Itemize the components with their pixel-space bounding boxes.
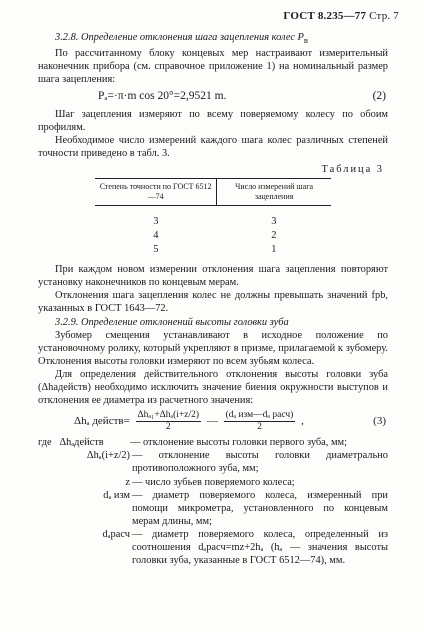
definition-text: — отклонение высоты головки первого зуба, мм;: [130, 437, 348, 449]
definition-term: Δhₐ(i+z/2): [86, 450, 130, 462]
definition-item: [38, 489, 388, 528]
table-row: [95, 243, 331, 257]
definition-text: — диаметр поверяемого колеса, определенный из соотношения dₐрасч=mz+2hₐ (hₐ — значения высоты головки зуба, указанные в ГОСТ 6512—74), мм.: [132, 528, 388, 567]
table-cell-degree: 3: [153, 216, 159, 228]
paragraph: Шаг зацепления измеряют по всему поверяемому колесу по обоим профилям.: [38, 108, 388, 133]
formula-expression: Pₐ=·π·m cos 20°=2,9521 m.: [98, 90, 227, 103]
section-heading-3-2-9: 3.2.9. Определение отклонений высоты головки зуба: [55, 316, 289, 328]
formula-number: (2): [372, 90, 386, 103]
table-row: [95, 229, 331, 243]
page-number: Стр. 7: [369, 10, 399, 22]
definition-text: — диаметр поверяемого колеса, измеренный при помощи микрометра, установленного по концевым мерам длины, мм;: [132, 489, 388, 527]
fraction: $\frac{\text{Δhₐ₁+Δhₐ(i+z/2)}}{2}$: [137, 410, 200, 433]
definition-text: — отклонение высоты головки диаметрально противоположного зуба, мм;: [132, 450, 388, 475]
definition-term: dₐ изм: [103, 489, 130, 501]
paragraph: По рассчитанному блоку концевых мер настраивают измерительный наконечник прибора (см. справочное приложение 1) на номинальный размер шага зацепления:: [38, 48, 388, 86]
formula-expression: Δhₐ действ= $\frac{\text{Δhₐ₁+Δhₐ(i+z/2)}}{2}$ — $\frac{\text{(dₐ изм—dₐ расч)}}{2}$ ,: [74, 410, 304, 433]
formula-3: [38, 410, 388, 433]
document-body: [38, 31, 388, 567]
table-header-degree: Степень точности по ГОСТ 6512—74: [95, 179, 217, 206]
formula-2: [38, 90, 388, 103]
definition-item: [38, 528, 388, 567]
definition-term: Δhₐдейств: [59, 437, 104, 449]
paragraph: Для определения действительного отклонения высоты головки зуба (Δhaдейств) необходимо исключить значение биения окружности выступов и отклонения ее диаметра из расчетного значения:: [38, 368, 388, 407]
table-3: [95, 178, 331, 257]
definition-term: z: [125, 476, 130, 488]
definition-term: dₐрасч: [102, 528, 130, 540]
fraction: $\frac{\text{(dₐ изм—dₐ расч)}}{2}$: [225, 410, 294, 433]
standard-number: ГОСТ 8.235—77: [283, 10, 367, 22]
formula-number: (3): [373, 415, 386, 428]
paragraph: Отклонения шага зацепления колес не должны превышать значений fpb, указанных в ГОСТ 1643—72.: [38, 290, 388, 315]
table-header-count: Число измерений шага зацепления: [217, 179, 331, 206]
table-caption: Таблица 3: [321, 163, 384, 175]
definitions-list: [38, 436, 388, 567]
definition-text: — число зубьев поверяемого колеса;: [132, 476, 295, 488]
table-cell-count: 3: [271, 216, 277, 228]
table-cell-count: 2: [271, 230, 277, 242]
table-cell-count: 1: [271, 244, 277, 256]
table-cell-degree: 4: [153, 230, 159, 242]
paragraph: Необходимое число измерений каждого шага колес различных степеней точности приведено в табл. 3.: [38, 134, 388, 159]
paragraph: Зубомер смещения устанавливают в исходное положение по установочному ролику, который укрепляют в призме, прилагаемой к зубомеру. Отклонения высоты головки измеряют по всем зубьям колеса.: [38, 329, 388, 367]
definition-item: [38, 449, 388, 475]
definition-item: [38, 476, 388, 489]
running-header: [283, 10, 399, 23]
section-heading-3-2-8: 3.2.8. Определение отклонения шага зацепления колес $P_в$: [55, 32, 308, 46]
paragraph: При каждом новом измерении отклонения шага зацепления повторяют установку наконечников по концевым мерам.: [38, 264, 388, 289]
table-row: [95, 206, 331, 230]
table-cell-degree: 5: [153, 244, 159, 256]
definition-item: где Δhₐдейств — отклонение высоты головки первого зуба, мм;: [38, 436, 388, 449]
